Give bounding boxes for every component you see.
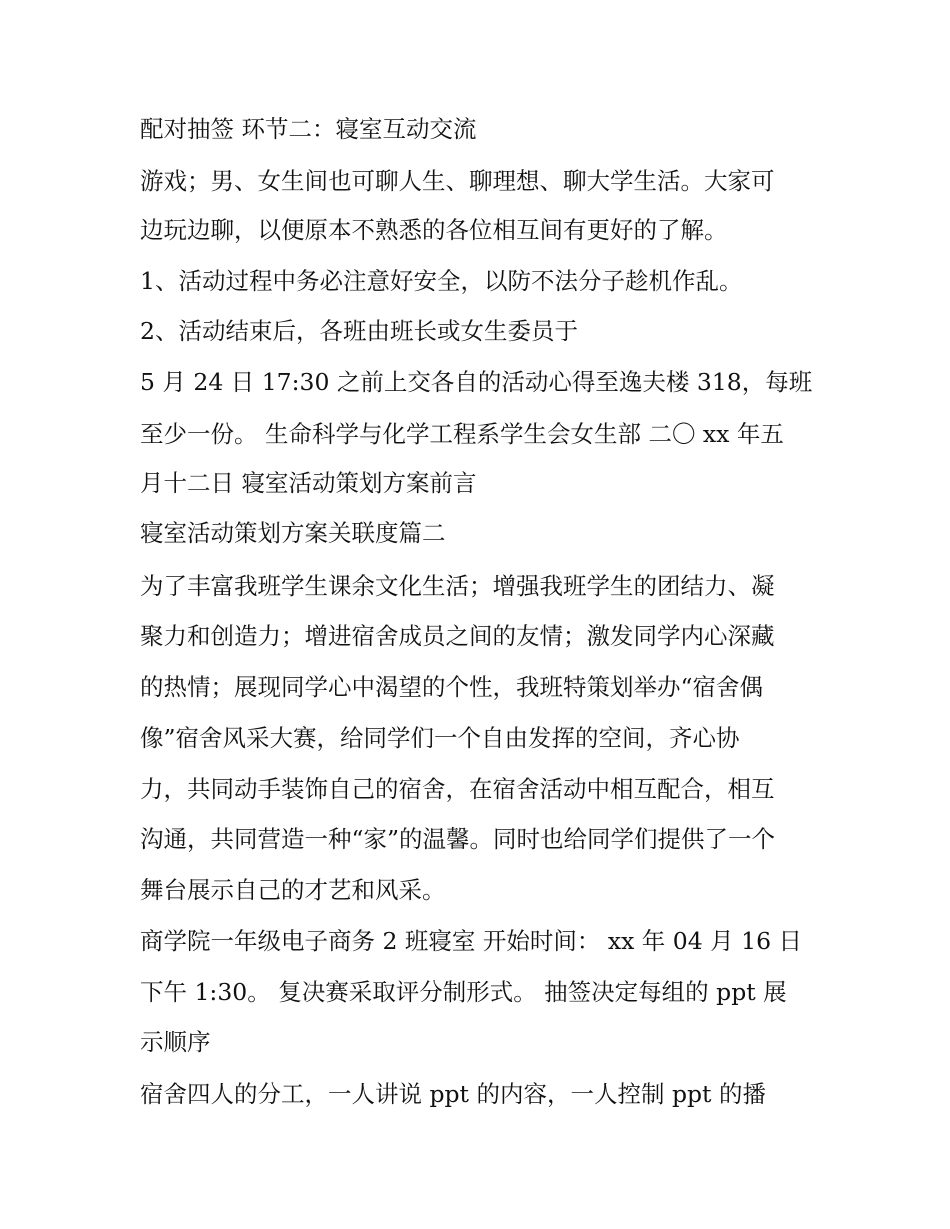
text-line: 示顺序 (140, 1028, 211, 1056)
text-line: 力，共同动手装饰自己的宿舍，在宿舍活动中相互配合，相互 (140, 775, 775, 803)
text-line: 月十二日 寝室活动策划方案前言 (140, 469, 477, 497)
text-line: 5 月 24 日 17:30 之前上交各自的活动心得至逸夫楼 318，每班 (140, 368, 813, 396)
text-line: 下午 1:30。 复决赛采取评分制形式。 抽签决定每组的 ppt 展 (140, 978, 787, 1006)
text-line: 像”宿舍风采大赛，给同学们一个自由发挥的空间，齐心协 (140, 724, 740, 752)
text-line: 至少一份。 生命科学与化学工程系学生会女生部 二〇 xx 年五 (140, 420, 784, 448)
text-line: 聚力和创造力；增进宿舍成员之间的友情；激发同学内心深藏 (140, 622, 775, 650)
text-line: 舞台展示自己的才艺和风采。 (140, 876, 446, 904)
text-line: 游戏；男、女生间也可聊人生、聊理想、聊大学生活。大家可 (140, 167, 775, 195)
text-line: 边玩边聊，以便原本不熟悉的各位相互间有更好的了解。 (140, 216, 728, 244)
text-line: 的热情；展现同学心中渴望的个性，我班特策划举办“宿舍偶 (140, 673, 764, 701)
text-line: 为了丰富我班学生课余文化生活；增强我班学生的团结力、凝 (140, 572, 775, 600)
text-line: 配对抽签 环节二：寝室互动交流 (140, 115, 477, 143)
text-line: 寝室活动策划方案关联度篇二 (140, 519, 446, 547)
text-line: 宿舍四人的分工，一人讲说 ppt 的内容，一人控制 ppt 的播 (140, 1080, 766, 1108)
text-line: 商学院一年级电子商务 2 班寝室 开始时间： xx 年 04 月 16 日 (140, 927, 802, 955)
text-line: 1、活动过程中务必注意好安全，以防不法分子趁机作乱。 (140, 267, 743, 295)
text-line: 沟通，共同营造一种“家”的温馨。同时也给同学们提供了一个 (140, 825, 776, 853)
text-line: 2、活动结束后，各班由班长或女生委员于 (140, 317, 578, 345)
